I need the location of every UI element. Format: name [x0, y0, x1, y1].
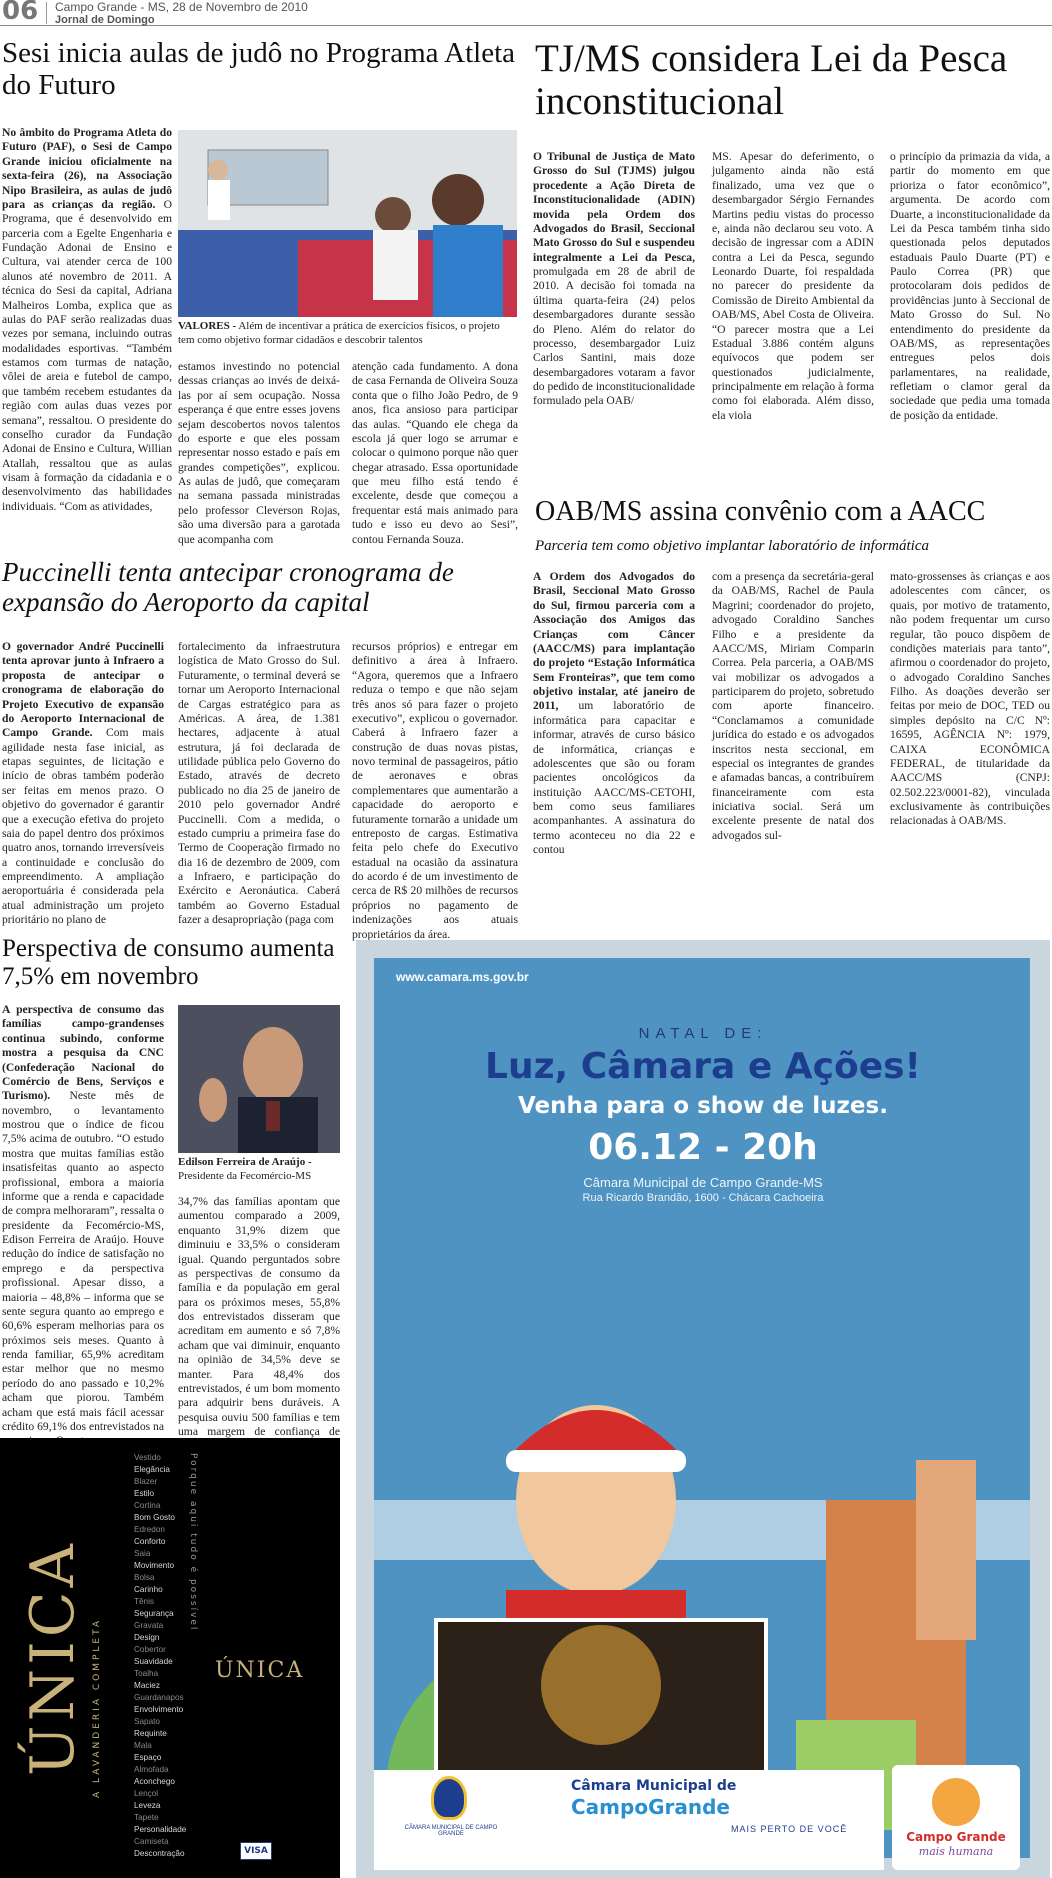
tjms-col-1	[533, 150, 695, 480]
camara-venue: Câmara Municipal de Campo Grande-MS	[583, 1175, 823, 1190]
unica-list-item: Conforto	[134, 1537, 166, 1546]
unica-list-item: Aconchego	[134, 1777, 175, 1786]
judo-col-3: atenção cada fundamento. A dona de casa Fernanda de Oliveira Souza conta que o filho João Pedro, de 9 anos, fica ansioso para participar das aulas. “Quando ele chega da escola já quer logo se arrumar e colocar o quimono porque não quer chegar atrasado. Essa oportunidade que meu filho está tendo é excelente, desde que começou a frequentar está mais animado para tudo e isso eu devo ao Sesi”, contou Fernanda Souza.	[352, 360, 518, 546]
camara-date: 06.12 - 20h	[588, 1127, 818, 1168]
unica-list-item: Maciez	[134, 1681, 160, 1690]
unica-list-item: Estilo	[134, 1489, 155, 1498]
consumo-col1-text: Neste mês de novembro, o levantamento mostrou que o índice de ficou 7,5% acima de outubro. “O estudo mostra que muitas famílias estão insatisfeitas quanto ao aspecto profissional, embora a maioria informe que a renda e capacidade de compra melhoraram”, ressalta o presidente da Fecomércio-MS, Edison Ferreira de Araújo. Houve redução do índice de satisfação no emprego e da perspectiva profissional. Apesar disso, a maioria – 48,8% – informa que se sente segura quanto ao emprego e 60,6% esperam melhorias para os próximos seis meses. Quanto à renda familiar, 65,9% acreditam estar melhor que no mesmo período do ano passado e 10,2% acham que piorou. Também acham que está mais fácil acessar crédito 69,1% dos entrevistados na	[2, 1089, 164, 1433]
visa-badge: VISA	[240, 1842, 272, 1860]
unica-list-item: Cortina	[134, 1501, 161, 1510]
tjms-lead: O Tribunal de Justiça de Mato Grosso do Sul (TJMS) julgou procedente a Ação Direta de Inconstitucionalidade (ADIN) movida pela Ordem dos Advogados do Brasil, Seccional Mato Grosso do Sul e suspendeu integralmente a Lei da Pesca,	[533, 150, 695, 264]
unica-list-item: Requinte	[134, 1729, 167, 1738]
edilson-caption	[178, 1156, 340, 1184]
camara-title: Luz, Câmara e Ações!	[485, 1046, 921, 1087]
unica-list-item: Envolvimento	[134, 1705, 184, 1714]
consumo-col-1	[2, 1003, 164, 1433]
camara-seal-caption: CÂMARA MUNICIPAL DE CAMPO GRANDE	[404, 1825, 498, 1837]
tjms-col1-text: promulgada em 28 de abril de 2010. A decisão foi tomada na última quarta-feira (24) pelos desembargadores durante sessão do Pleno. Além do relator do processo, desembargador Luiz Carlos Santini, mais doze desembargadores votaram a favor do pedido de inconstitucionalidade formulado pela OAB/	[533, 265, 695, 408]
tjms-headline: TJ/MS considera Lei da Pesca inconstitucional	[535, 37, 1008, 123]
unica-list-item: Tapete	[134, 1813, 159, 1822]
judo-col1-text: O Programa, que é desenvolvido em parceria com a Egelte Engenharia e Fundação Adonai de Ensino e Cultura, vai atender cerca de 100 alunos até novembro de 2011. A técnica do Sesi da capital, Adriana Malheiros Lomba, explica que as aulas do PAF serão realizadas duas vezes por semana, incluindo outras modalidades esportivas. “Também estamos com turmas de natação, vôlei de areia e futebol de campo, que também recebem estudantes da região com aulas duas vezes por semana”, ressaltou. O presidente do conselho curador da Fundação Adonai de Ensino e Cultura, Willian Atallah, ressaltou que as aulas visam à formação da cidadania e o desenvolvimento das habilidades individuais. “Com as atividades,	[2, 197, 172, 513]
oab-col1-text: um laboratório de informática para capacitar e informar, através de curso básico de informática, crianças e adolescentes que são ou foram pacientes oncológicos da instituição AACC/MS-CETOHI, bem como seus familiares acompanhantes. A assinatura do termo aconteceu no dia 22 e contou	[533, 699, 696, 857]
page-header	[0, 0, 1052, 26]
unica-list-item: Tênis	[134, 1597, 155, 1606]
puccinelli-col-3: recursos próprios) e entregar em definitivo a área à Infraero. “Agora, queremos que a Infraero reduza o tempo e que não sejam três anos só para fazer o projeto executivo”, explicou o governador. Caberá à Infraero fazer a construção de duas novas pistas, novo terminal de passageiros, pátio de aeronaves e obras complementares que aumentarão a capacidade do aeroporto e futuramente tornarão a unidade um entreposto de cargas. Estimativa feita pelo chefe do Executivo estadual na ocasião da assinatura do acordo é de um investimento de cerca de R$ 20 milhões de recursos próprios no pagamento de indenizações aos atuais proprietários da área.	[352, 640, 518, 941]
tjms-col-2: MS. Apesar do deferimento, o julgamento ainda não está finalizado, uma vez que o desembargador Sérgio Fernandes Martins pediu vistas do processo e, ainda não declarou seu voto. A decisão de ingressar com a ADIN contra a Lei da Pesca, segundo Leonardo Duarte, foi respaldada no parecer do presidente da Comissão de Direito Ambiental da OAB/MS, Abel Costa de Oliveira. “O parecer mostra que a Lei Estadual 3.886 contém alguns equívocos que podem ser questionados judicialmente, principalmente em relação à forma como foi elaborada. Além disso, ela viola	[712, 150, 874, 422]
unica-list-item: Leveza	[134, 1801, 161, 1810]
unica-list-item: Cobertor	[134, 1645, 166, 1654]
unica-list-item: Personalidade	[134, 1825, 187, 1834]
judo-photo	[178, 130, 517, 317]
unica-card-logo: ÚNICA	[215, 1658, 305, 1683]
edilson-photo	[178, 1005, 340, 1153]
judo-caption-label: VALORES -	[178, 320, 237, 332]
unica-list-item: Gravata	[134, 1621, 164, 1630]
puccinelli-headline: Puccinelli tenta antecipar cronograma de expansão do Aeroporto da capital	[2, 557, 454, 617]
unica-list-item: Movimento	[134, 1561, 175, 1570]
oab-lead: A Ordem dos Advogados do Brasil, Seccional Mato Grosso do Sul, firmou parceria com a Associação dos Amigos das Crianças com Câncer (AACC/MS) para implantação do projeto “Estação Informática Sem Fronteiras”, que tem como objetivo instalar, até janeiro de 2011,	[533, 570, 695, 713]
judo-caption-text: Além de incentivar a prática de exercícios físicos, o projeto tem como objetivo formar cidadãos e descobrir talentos	[178, 320, 500, 346]
unica-item-list	[134, 1452, 194, 1860]
judo-photo-art	[178, 130, 517, 317]
unica-brand-logo: ÚNICA	[18, 1540, 88, 1777]
unica-tagline: A LAVANDERIA COMPLETA	[92, 1617, 102, 1798]
cg-logo-line1: Campo Grande	[906, 1830, 1006, 1844]
unica-list-item: Guardanapos	[134, 1693, 184, 1702]
oab-headline: OAB/MS assina convênio com a AACC	[535, 496, 986, 527]
dateline: Campo Grande - MS, 28 de Novembro de 2010	[55, 0, 308, 14]
unica-list-item: Carinho	[134, 1585, 163, 1594]
unica-list-item: Vestido	[134, 1453, 161, 1462]
unica-list-item: Camiseta	[134, 1837, 169, 1846]
unica-list-item: Saia	[134, 1549, 151, 1558]
judo-col-2: estamos investindo no potencial dessas crianças ao invés de deixá-las por aí sem ocupação. Nossa esperança é que entre esses jovens sejam descobertos novos talentos do esporte e que eles possam representar nosso estado e país em grandes competições”, explicou. As aulas de judô, que começaram na semana passada ministradas pelo professor Cleverson Rojas, são uma diversão para a garotada que acompanha com	[178, 360, 340, 546]
camara-logo-line2: CampoGrande	[571, 1795, 730, 1819]
oab-col-3: mato-grossenses às crianças e aos adolescentes com câncer, os quais, por motivo de tratamento, não podem frequentar um curso regular, tão pouco dispõem de condições materiais para tanto”, afirmou o coordenador do projeto, o advogado Coraldino Sanches Filho. As doações deverão ser feitas por meio de DOC, TED ou simples depósito na C/C Nº: 16595, AGÊNCIA Nº: 1979, CAIXA ECONÔMICA FEDERAL, de titularidade da AACC/MS (CNPJ: 02.502.223/0001-82), vinculada exclusivamente às contribuições relacionadas à OAB/MS.	[890, 570, 1050, 828]
puccinelli-col-1	[2, 640, 164, 927]
judo-caption	[178, 320, 517, 348]
oab-subtitle: Parceria tem como objetivo implantar laboratório de informática	[535, 538, 929, 554]
camara-ad	[356, 940, 1050, 1878]
judo-col-1	[2, 126, 172, 542]
edilson-photo-art	[178, 1005, 340, 1153]
consumo-lead: A perspectiva de consumo das famílias campo-grandenses continua subindo, conforme mostra a pesquisa da CNC (Confederação Nacional do Comércio de Bens, Serviços e Turismo).	[2, 1003, 164, 1103]
edilson-caption-role: Presidente da Fecomércio-MS	[178, 1169, 312, 1182]
camara-logo-motto: MAIS PERTO DE VOCÊ	[731, 1824, 848, 1834]
unica-list-item: Sapato	[134, 1717, 160, 1726]
oab-col-2: com a presença da secretária-geral da OAB/MS, Rachel de Paula Magrini; coordenador do projeto, advogado Coraldino Sanches Filho e a presidente da AACC/MS, Miriam Comparin Correa. Pela parceria, a OAB/MS vai mobilizar os advogados a participarem do projeto, sobretudo com aporte financeiro. “Conclamamos a comunidade jurídica do estado e os advogados inscritos nesta seccional, em especial os integrantes de grandes e afamadas bancas, a contribuírem financeiramente com esta iniciativa social. Será um excelente presente de natal dos advogados sul-	[712, 570, 874, 842]
unica-list-item: Suavidade	[134, 1657, 173, 1666]
camara-subtitle: Venha para o show de luzes.	[518, 1093, 888, 1119]
unica-list-item: Mala	[134, 1741, 152, 1750]
consumo-col-2: 34,7% das famílias apontam que aumentou comparado a 2009, enquanto 31,9% dizem que diminuiu e 33,5% o consideram igual. Quando perguntados sobre as perspectivas de consumo da família e da população em geral para os próximos meses, 55,8% dos entrevistados disseram que acreditam em aumento e só 7,8% acham que vai diminuir, enquanto na opinião de 34,5% deve se manter. Para 48,4% dos entrevistados, é um bom momento para adquirir bens duráveis. A pesquisa ouviu 500 famílias e tem uma margem de confiança de	[178, 1195, 340, 1438]
unica-list-item: Blazer	[134, 1477, 158, 1486]
unica-list-item: Espaço	[134, 1753, 162, 1762]
unica-list-item: Almofada	[134, 1765, 169, 1774]
unica-slogan: Porque aqui tudo é possível	[188, 1453, 198, 1632]
unica-list-item: Descontração	[134, 1849, 185, 1858]
header-divider	[46, 2, 47, 24]
camara-pretitle: NATAL DE:	[638, 1025, 768, 1042]
camara-seal-icon	[431, 1776, 467, 1820]
tjms-col-3: o princípio da primazia da vida, a partir do momento em que prioriza o fator econômico”, argumenta. De acordo com Duarte, a inconstitucionalidade da Lei da Pesca também tinha sido questionada pelos deputados estaduais Paulo Duarte (PT) e Paulo Correa (PR) que protocolaram dois pedidos de providências junto à Seccional de Mato Grosso do Sul. No entendimento do presidente da OAB/MS, as representações entregues pelos dois parlamentares, na realidade, refletiam o clamor geral da sociedade que pedia uma tomada de posição da entidade.	[890, 150, 1050, 422]
unica-list-item: Bom Gosto	[134, 1513, 175, 1522]
camara-url[interactable]: www.camara.ms.gov.br	[396, 970, 529, 984]
oab-col-1	[533, 570, 695, 910]
camara-address: Rua Ricardo Brandão, 1600 - Chácara Cachoeira	[582, 1192, 824, 1204]
judo-lead: No âmbito do Programa Atleta do Futuro (PAF), o Sesi de Campo Grande iniciou oficialmente na sexta-feira (26), na Associação Nipo Brasileira, as aulas de judô para as crianças da região.	[2, 126, 172, 211]
unica-list-item: Segurança	[134, 1609, 174, 1618]
page-number: 06	[2, 0, 39, 26]
camara-logo-line1: Câmara Municipal de	[571, 1778, 737, 1794]
edilson-caption-name: Edilson Ferreira de Araújo -	[178, 1156, 312, 1168]
puccinelli-col1-text: Com mais agilidade nesta fase inicial, as etapas seguintes, de licitação e início de obras também poderão ser feitas em menos prazo. O objetivo do governador é garantir que a execução efetiva do projeto saia do papel dentro dos próximos quatro anos, tornando irreversíveis a continuidade e conclusão do empreendimento. A ampliação aeroportuária é considerada pela atual administração um projeto prioritário no plano de	[2, 726, 164, 927]
unica-ad	[0, 1438, 340, 1878]
cg-logo-line2: mais humana	[918, 1845, 994, 1858]
unica-list-item: Lençol	[134, 1789, 159, 1798]
unica-list-item: Design	[134, 1633, 160, 1642]
puccinelli-col-2: fortalecimento da infraestrutura logística de Mato Grosso do Sul. Futuramente, o terminal deverá se tornar um Aeroporto Internacional de Cargas estratégico para as Américas. A área, de 1.381 hectares, adjacente à atual estrutura, já foi declarada de utilidade pública pelo Governo do Estado, através de decreto publicado no dia 25 de janeiro de 2010 pelo governador André Puccinelli. Com a medida, o estado cumpriu a primeira fase do Termo de Cooperação firmado no dia 16 de dezembro de 2009, com a Infraero, e participação do Exército e Aeronáutica. Caberá também ao Governo Estadual fazer a desapropriação (paga com	[178, 640, 340, 927]
puccinelli-lead: O governador André Puccinelli tenta aprovar junto à Infraero a proposta de antecipar o cronograma de elaboração do Projeto Executivo de expansão do Aeroporto Internacional de Campo Grande.	[2, 640, 164, 740]
section-name: Jornal de Domingo	[55, 14, 155, 26]
unica-list-item: Edredon	[134, 1525, 165, 1534]
unica-list-item: Toalha	[134, 1669, 159, 1678]
judo-headline: Sesi inicia aulas de judô no Programa Atleta do Futuro	[2, 37, 516, 101]
consumo-headline: Perspectiva de consumo aumenta 7,5% em novembro	[2, 935, 335, 990]
cg-logo-sun	[932, 1778, 980, 1826]
unica-list-item: Elegância	[134, 1465, 170, 1474]
unica-list-item: Bolsa	[134, 1573, 155, 1582]
